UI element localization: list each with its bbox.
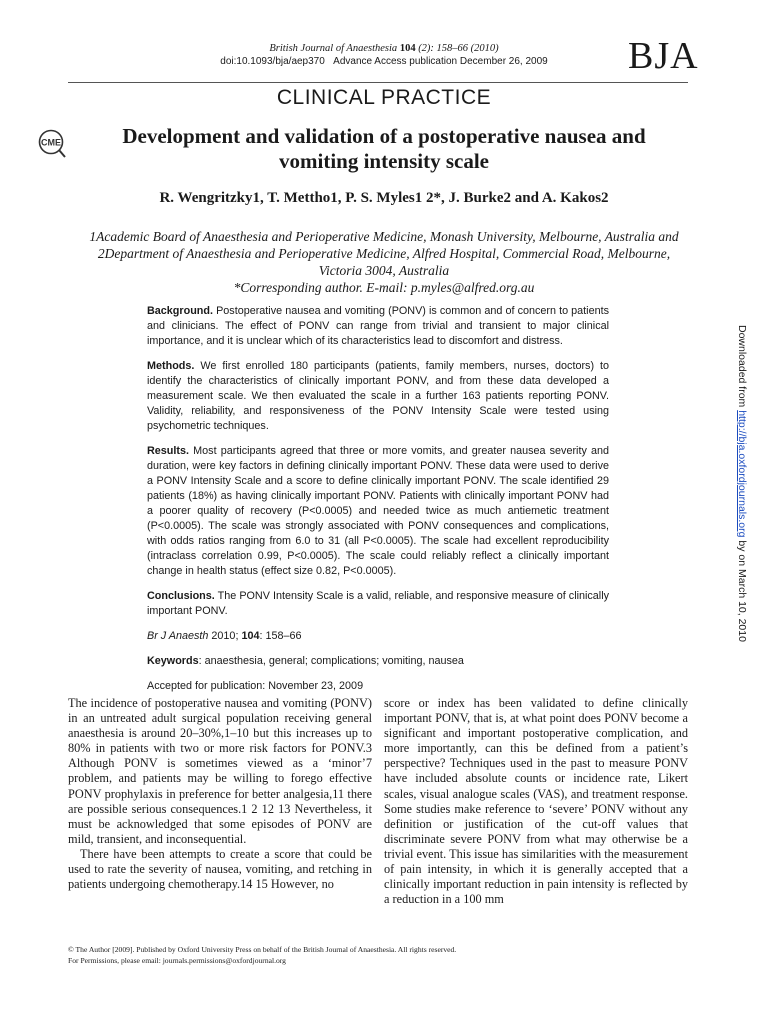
journal-logo: BJA [628,35,699,77]
article-title: Development and validation of a postoperative nausea and vomiting intensity scale [122,124,646,173]
body-column-left [68,696,372,892]
abstract-methods: Methods. We first enrolled 180 participants (patients, family members, nurses, doctors) to identify the characteristics of clinically important PONV, and from these data developed a measurement scale. We then evaluated the scale in a further 163 patients reporting PONV. Validity, reliability, and responsiveness of the PONV Intensity Scale were tested using psychometric techniques. [147,360,610,432]
journal-citation-header: British Journal of Anaesthesia 104 (2): 158–66 (2010) [269,43,499,54]
download-notice: Downloaded from http://bja.oxfordjournals.org by on March 10, 2010 [736,325,748,642]
header-divider [68,82,688,83]
affiliation-2: 2Department of Anaesthesia and Perioperative Medicine, Alfred Hospital, Commercial Road, Melbourne, [97,246,671,261]
permissions-notice: For Permissions, please email: journals.permissions@oxfordjournal.org [68,956,286,965]
footer-notes [68,944,456,966]
body-paragraph-1: The incidence of postoperative nausea and vomiting (PONV) in an untreated adult surgical population receiving general anaesthesia is around 20–30%,1–10 but this increases up to 80% in patients with two or more risk factors for PONV.3 Although PONV is sometimes viewed as a ‘minor’7 problem, and patients may be willing to forego effective PONV prophylaxis in preference for better analgesia,11 there are possible serious consequences.1 2 12 13 Nevertheless, it must be acknowledged that some episodes of PONV are mild, transient, and inconsequential. [68,696,372,846]
author-list: R. Wengritzky1, T. Mettho1, P. S. Myles1 2*, J. Burke2 and A. Kakos2 [159,190,609,206]
download-link[interactable]: http://bja.oxfordjournals.org [736,410,748,538]
cme-badge-icon [36,128,68,160]
affiliation-3: Victoria 3004, Australia [318,263,450,278]
accepted-date: Accepted for publication: November 23, 2009 [147,680,364,692]
abstract-conclusions: Conclusions. The PONV Intensity Scale is a valid, reliable, and responsive measure of clinically important PONV. [147,590,610,617]
affiliations [40,228,728,279]
abstract [147,304,609,704]
body-column-right [384,696,688,907]
keywords-line: Keywords: anaesthesia, general; complications; vomiting, nausea [147,655,464,667]
body-paragraph-3: score or index has been validated to define clinically important PONV, that is, at what point does PONV become a significant and important postoperative complication, and more importantly, can this be defined from a patient’s perspective? Techniques used in the past to measure PONV have included absolute counts or incidence rate, Likert scales, visual analogue scales (VAS), and treatment response. Some studies make reference to ‘severe’ PONV without any definition or justification of the cut-off values that discriminate severe PONV from what may otherwise be a trivial event. This issue has similarities with the measurement of pain intensity, in which it is generally accepted that a clinically important reduction in pain intensity is reflected by a reduction in a 100 mm [384,696,688,907]
affiliation-1: 1Academic Board of Anaesthesia and Perioperative Medicine, Monash University, Melbourne, Australia and [89,229,679,244]
citation-line: Br J Anaesth 2010; 104: 158–66 [147,630,302,642]
corresponding-author: *Corresponding author. E-mail: p.myles@alfred.org.au [233,280,535,295]
body-paragraph-2: There have been attempts to create a score that could be used to rate the severity of nausea, vomiting, and retching in patients undergoing chemotherapy.14 15 However, no [68,846,372,892]
abstract-background: Background. Postoperative nausea and vomiting (PONV) is common and of concern to patients and clinicians. The effect of PONV can range from trivial and transient to major clinical importance, and it is unclear which of its characteristics lead to discomfort and distress. [147,305,609,347]
abstract-results: Results. Most participants agreed that three or more vomits, and greater nausea severity and duration, were key factors in defining clinically important PONV. These data were used to derive a PONV Intensity Scale and a score to define clinically important PONV. The scale identified 29 patients (18%) as having clinically important PONV. Patients with clinically important PONV had a poorer quality of recovery (P<0.0005) and needed twice as much antiemetic treatment (P<0.0005). The scale was strongly associated with PONV consequences and complications, with odds ratios ranging from 6.0 to 31 (all P<0.0005). The scale had excellent reproducibility (intraclass correlation 0.99, P<0.0005). The scale could reliably reflect a clinically important change in health status (effect size 0.82, P<0.0005). [147,445,609,577]
cme-badge-label: CME [41,137,61,148]
doi[interactable]: doi:10.1093/bja/aep370 [220,56,325,67]
copyright-notice: © The Author [2009]. Published by Oxford University Press on behalf of the British Journal of Anaesthesia. All rights reserved. [68,945,457,954]
section-heading: CLINICAL PRACTICE [276,86,492,109]
doi-line: doi:10.1093/bja/aep370 Advance Access publication December 26, 2009 [220,56,548,67]
